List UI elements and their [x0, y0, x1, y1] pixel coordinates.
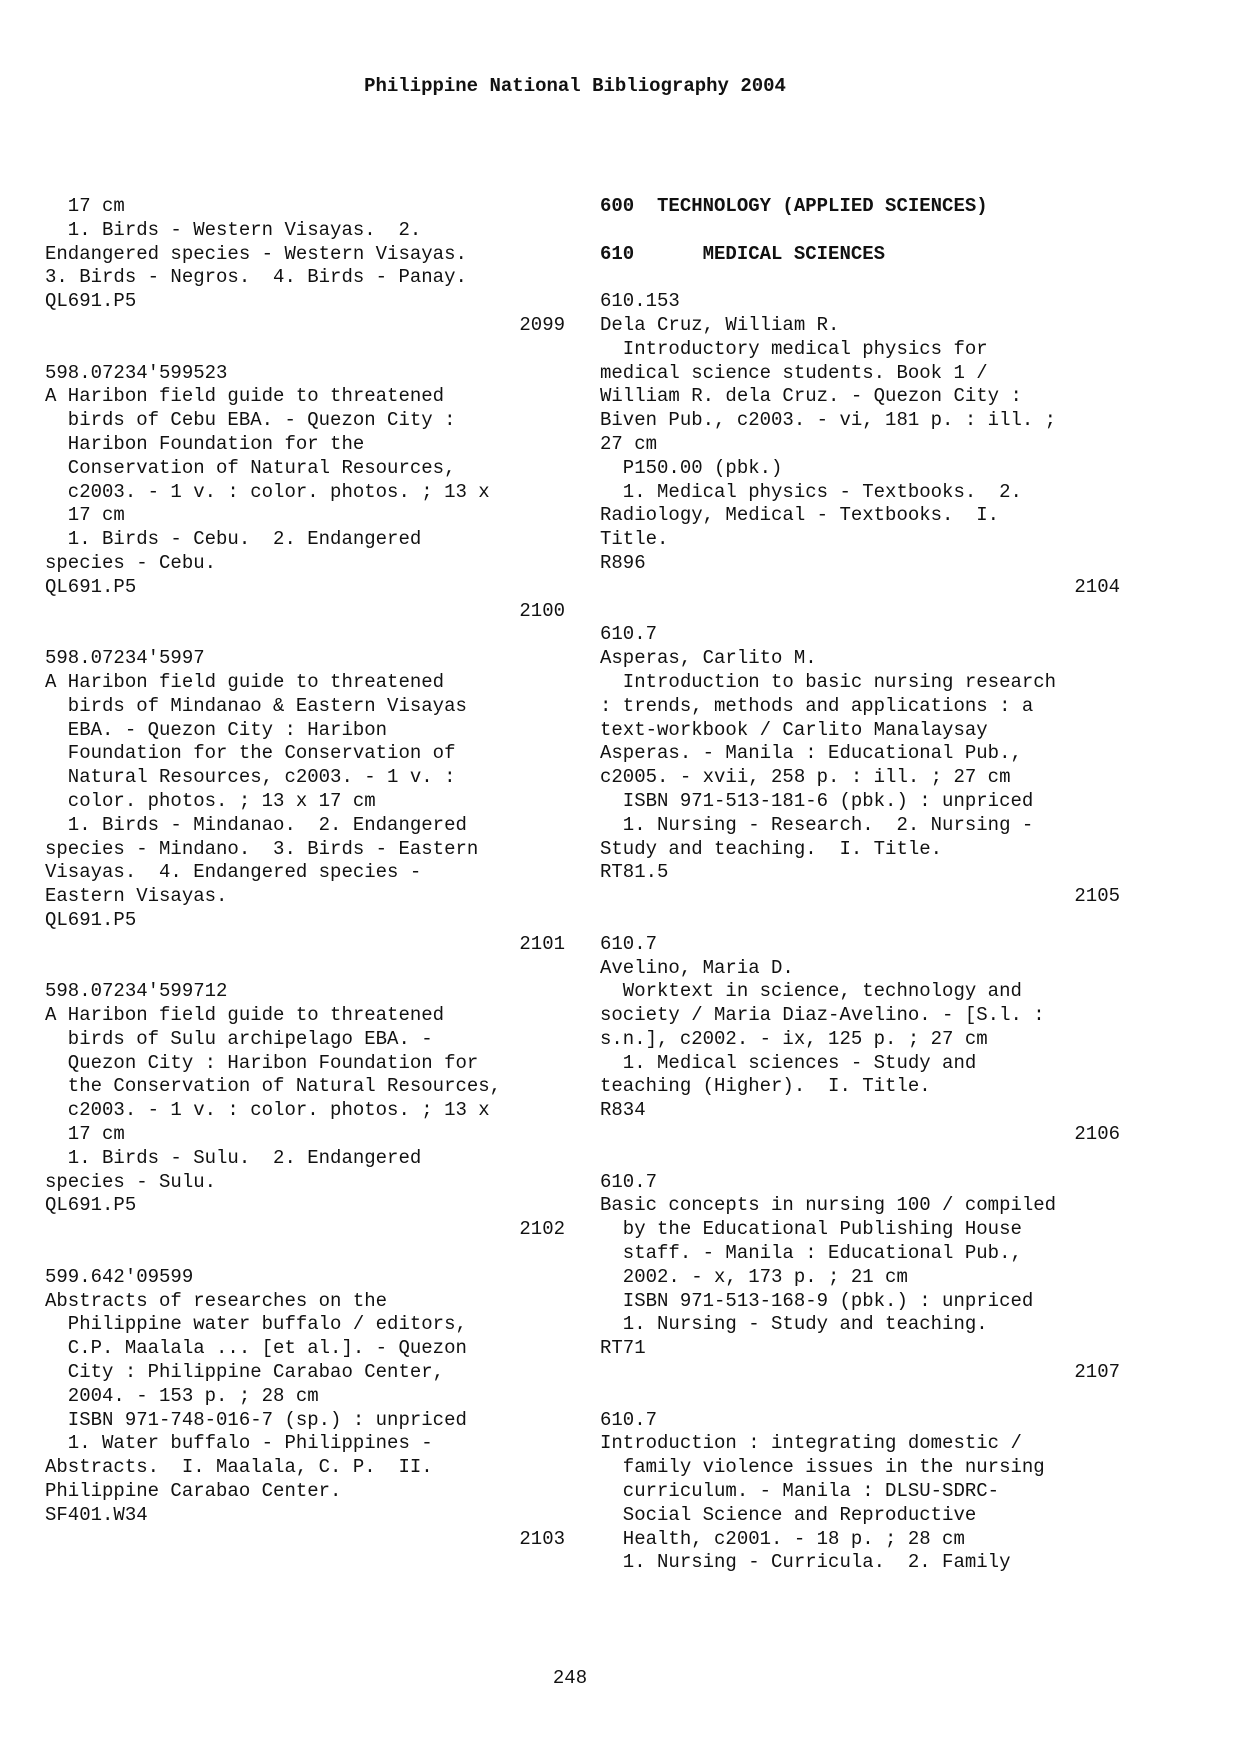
- entry-line: 2002. - x, 173 p. ; 21 cm: [600, 1265, 908, 1288]
- blank-line: [45, 338, 565, 362]
- entry-line: Introduction : integrating domestic /: [600, 1432, 1022, 1455]
- entry-line: Avelino, Maria D.: [600, 956, 794, 979]
- entry-number: 2100: [519, 599, 565, 622]
- page-number: 248: [552, 1667, 588, 1689]
- blank-line: [600, 600, 1120, 624]
- entry-number: 2103: [519, 1527, 565, 1550]
- entry-line: A Haribon field guide to threatened: [45, 670, 445, 693]
- entry-line: color. photos. ; 13 x 17 cm: [45, 789, 376, 812]
- entry-line: QL691.P5: [45, 290, 137, 313]
- entry-line: 17 cm: [45, 504, 125, 527]
- entry-line: 1. Birds - Sulu. 2. Endangered: [45, 1146, 422, 1169]
- entry-line: 17 cm: [45, 195, 125, 217]
- entry-line: Health, c2001. - 18 p. ; 28 cm: [600, 1527, 965, 1550]
- page-title: Philippine National Bibliography 2004: [364, 75, 786, 97]
- entry-line: species - Sulu.: [45, 1170, 217, 1193]
- entry-line: ISBN 971-513-181-6 (pbk.) : unpriced: [600, 789, 1034, 812]
- entry-number: 2101: [519, 932, 565, 955]
- entry-line: City : Philippine Carabao Center,: [45, 1361, 445, 1384]
- entry-line: species - Cebu.: [45, 551, 217, 574]
- entry-line: Introduction to basic nursing research: [600, 670, 1057, 693]
- entry-line: Endangered species - Western Visayas.: [45, 242, 467, 265]
- entry-line: society / Maria Diaz-Avelino. - [S.l. :: [600, 1004, 1045, 1027]
- entry-line: Study and teaching. I. Title.: [600, 837, 943, 860]
- blank-line: [600, 219, 1120, 243]
- entry-line: 27 cm: [600, 432, 658, 455]
- entry-line: QL691.P5: [45, 908, 137, 931]
- entry-line: 598.07234'599712: [45, 980, 228, 1003]
- entry-line: RT71: [600, 1337, 646, 1360]
- entry-line: C.P. Maalala ... [et al.]. - Quezon: [45, 1337, 467, 1360]
- entry-line: Abstracts. I. Maalala, C. P. II.: [45, 1456, 433, 1479]
- entry-line: medical science students. Book 1 /: [600, 361, 988, 384]
- entry-line: 599.642'09599: [45, 1265, 194, 1288]
- blank-line: [45, 1242, 565, 1266]
- entry-line: 610.7: [600, 1170, 658, 1193]
- entry-line: Worktext in science, technology and: [600, 980, 1022, 1003]
- entry-line: the Conservation of Natural Resources,: [45, 1075, 502, 1098]
- blank-line: [600, 1385, 1120, 1409]
- entry-line: 1. Medical physics - Textbooks. 2.: [600, 480, 1022, 503]
- entry-line: P150.00 (pbk.): [600, 456, 783, 479]
- entry-line: birds of Cebu EBA. - Quezon City :: [45, 409, 456, 432]
- entry-line: s.n.], c2002. - ix, 125 p. ; 27 cm: [600, 1027, 988, 1050]
- entry-line: teaching (Higher). I. Title.: [600, 1075, 931, 1098]
- entry-line: Radiology, Medical - Textbooks. I.: [600, 504, 1000, 527]
- entry-number: 2107: [1074, 1361, 1120, 1384]
- entry-line: R834: [600, 1099, 646, 1122]
- entry-line: 1. Nursing - Study and teaching.: [600, 1313, 988, 1336]
- entry-number: 2104: [1074, 575, 1120, 598]
- entry-line: 1. Birds - Mindanao. 2. Endangered: [45, 813, 467, 836]
- right-column: [600, 195, 1120, 1575]
- entry-line: by the Educational Publishing House: [600, 1218, 1022, 1241]
- entry-line: 1. Birds - Western Visayas. 2.: [45, 218, 422, 241]
- entry-line: Foundation for the Conservation of: [45, 742, 456, 765]
- blank-line: [600, 1147, 1120, 1171]
- entry-line: text-workbook / Carlito Manalaysay: [600, 718, 988, 741]
- entry-line: 1. Birds - Cebu. 2. Endangered: [45, 528, 422, 551]
- entry-line: EBA. - Quezon City : Haribon: [45, 718, 388, 741]
- blank-line: [600, 909, 1120, 933]
- entry-line: 1. Nursing - Research. 2. Nursing -: [600, 813, 1034, 836]
- entry-line: 598.07234'599523: [45, 361, 228, 384]
- entry-line: Social Science and Reproductive: [600, 1503, 977, 1526]
- entry-line: 610.153: [600, 290, 680, 313]
- entry-line: QL691.P5: [45, 575, 137, 598]
- entry-line: Philippine water buffalo / editors,: [45, 1313, 467, 1336]
- entry-line: curriculum. - Manila : DLSU-SDRC-: [600, 1480, 1000, 1503]
- entry-line: 17 cm: [45, 1123, 125, 1146]
- entry-line: 610.7: [600, 1408, 658, 1431]
- entry-line: birds of Mindanao & Eastern Visayas: [45, 694, 467, 717]
- left-column: [45, 195, 565, 1551]
- entry-line: Introductory medical physics for: [600, 337, 988, 360]
- entry-line: staff. - Manila : Educational Pub.,: [600, 1242, 1022, 1265]
- entry-line: ISBN 971-748-016-7 (sp.) : unpriced: [45, 1408, 467, 1431]
- entry-line: A Haribon field guide to threatened: [45, 385, 445, 408]
- entry-line: Abstracts of researches on the: [45, 1289, 388, 1312]
- entry-line: Visayas. 4. Endangered species -: [45, 861, 422, 884]
- entry-line: 610.7: [600, 932, 658, 955]
- entry-line: 610.7: [600, 623, 658, 646]
- entry-line: Eastern Visayas.: [45, 885, 228, 908]
- entry-line: Title.: [600, 528, 669, 551]
- entry-line: Basic concepts in nursing 100 / compiled: [600, 1194, 1057, 1217]
- entry-line: 2004. - 153 p. ; 28 cm: [45, 1384, 319, 1407]
- entry-line: c2003. - 1 v. : color. photos. ; 13 x: [45, 1099, 490, 1122]
- entry-line: 598.07234'5997: [45, 647, 205, 670]
- entry-line: William R. dela Cruz. - Quezon City :: [600, 385, 1022, 408]
- entry-line: 1. Medical sciences - Study and: [600, 1051, 977, 1074]
- entry-line: RT81.5: [600, 861, 669, 884]
- entry-number: 2105: [1074, 885, 1120, 908]
- entry-line: 1. Water buffalo - Philippines -: [45, 1432, 433, 1455]
- entry-line: 3. Birds - Negros. 4. Birds - Panay.: [45, 266, 467, 289]
- entry-number: 2106: [1074, 1123, 1120, 1146]
- entry-line: Asperas. - Manila : Educational Pub.,: [600, 742, 1022, 765]
- entry-line: c2003. - 1 v. : color. photos. ; 13 x: [45, 480, 490, 503]
- entry-line: family violence issues in the nursing: [600, 1456, 1045, 1479]
- entry-number: 2099: [519, 313, 565, 336]
- entry-line: SF401.W34: [45, 1503, 148, 1526]
- entry-line: ISBN 971-513-168-9 (pbk.) : unpriced: [600, 1289, 1034, 1312]
- entry-line: Philippine Carabao Center.: [45, 1480, 342, 1503]
- blank-line: [45, 623, 565, 647]
- entry-line: : trends, methods and applications : a: [600, 694, 1034, 717]
- entry-line: Haribon Foundation for the: [45, 432, 365, 455]
- entry-line: 1. Nursing - Curricula. 2. Family: [600, 1551, 1011, 1574]
- entry-line: Biven Pub., c2003. - vi, 181 p. : ill. ;: [600, 409, 1057, 432]
- entry-line: birds of Sulu archipelago EBA. -: [45, 1027, 433, 1050]
- entry-line: c2005. - xvii, 258 p. : ill. ; 27 cm: [600, 766, 1011, 789]
- entry-line: species - Mindano. 3. Birds - Eastern: [45, 837, 479, 860]
- entry-line: Natural Resources, c2003. - 1 v. :: [45, 766, 456, 789]
- blank-line: [600, 266, 1120, 290]
- blank-line: [45, 957, 565, 981]
- section-heading: 610 MEDICAL SCIENCES: [600, 242, 886, 265]
- entry-line: A Haribon field guide to threatened: [45, 1004, 445, 1027]
- entry-line: Conservation of Natural Resources,: [45, 456, 456, 479]
- section-heading: 600 TECHNOLOGY (APPLIED SCIENCES): [600, 195, 988, 217]
- entry-number: 2102: [519, 1218, 565, 1241]
- entry-line: Asperas, Carlito M.: [600, 647, 817, 670]
- entry-line: R896: [600, 551, 646, 574]
- entry-line: Dela Cruz, William R.: [600, 313, 840, 336]
- entry-line: Quezon City : Haribon Foundation for: [45, 1051, 479, 1074]
- entry-line: QL691.P5: [45, 1194, 137, 1217]
